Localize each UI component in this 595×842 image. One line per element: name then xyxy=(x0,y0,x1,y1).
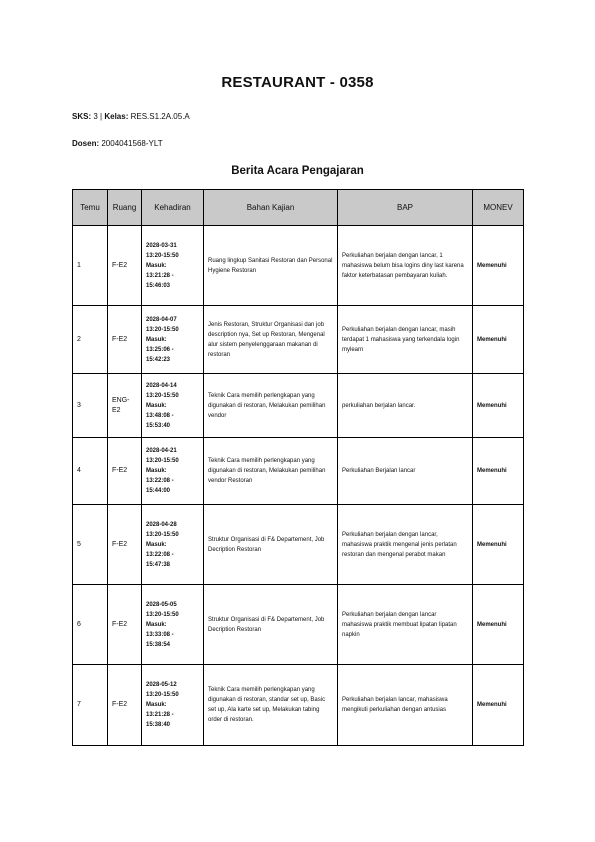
attendance-masuk: 13:21:28 - xyxy=(146,712,174,718)
cell-bahan-kajian: Ruang lingkup Sanitasi Restoran dan Personal Hygiene Restoran xyxy=(204,226,338,306)
attendance-masuk: 13:21:28 - xyxy=(146,272,174,279)
attendance-date: 2028-05-12 xyxy=(146,682,177,688)
lecturer-info xyxy=(72,139,163,148)
teaching-record-table xyxy=(72,189,524,746)
attendance-date: 2028-04-21 xyxy=(146,448,177,454)
cell-bahan-kajian: Teknik Cara memilih perlengkapan yang digunakan di restoran, Melakukan pemilihan vendor Restoran xyxy=(204,438,338,505)
header-kehadiran: Kehadiran xyxy=(142,190,204,226)
attendance-keluar: 15:47:38 xyxy=(146,561,171,568)
attendance-schedule: 13:20-15:50 xyxy=(146,458,179,464)
cell-bap: Perkuliahan berjalan dengan lancar, masih terdapat 1 mahasiswa yang terkendala login mylearn xyxy=(338,306,473,374)
cell-kehadiran xyxy=(142,226,204,306)
cell-bap: Perkuliahan Berjalan lancar xyxy=(338,438,473,505)
cell-temu: 6 xyxy=(73,585,108,665)
header-bahan-kajian: Bahan Kajian xyxy=(204,190,338,226)
attendance-schedule: 13:20-15:50 xyxy=(146,531,179,538)
table-row xyxy=(73,438,524,505)
attendance-schedule: 13:20-15:50 xyxy=(146,392,179,399)
attendance-masuk: 13:22:08 - xyxy=(146,551,174,558)
attendance-masuk-label: Masuk: xyxy=(146,336,167,343)
attendance-schedule: 13:20-15:50 xyxy=(146,692,179,698)
attendance-masuk-label: Masuk: xyxy=(146,702,167,708)
cell-bap: perkuliahan berjalan lancar. xyxy=(338,374,473,438)
attendance-masuk-label: Masuk: xyxy=(146,541,167,548)
dosen-label: Dosen: xyxy=(72,139,100,148)
attendance-date: 2028-04-28 xyxy=(146,521,177,528)
cell-monev: Memenuhi xyxy=(473,374,524,438)
cell-bahan-kajian: Teknik Cara memilih perlengkapan yang digunakan di restoran, Melakukan pemilihan vendor xyxy=(204,374,338,438)
cell-bahan-kajian: Struktur Organisasi di F& Departement, Job Decription Restoran xyxy=(204,585,338,665)
cell-ruang: F-E2 xyxy=(108,585,142,665)
attendance-masuk-label: Masuk: xyxy=(146,402,167,409)
cell-temu: 3 xyxy=(73,374,108,438)
attendance-masuk-label: Masuk: xyxy=(146,621,167,628)
dosen-value: 2004041568-YLT xyxy=(101,139,163,148)
document-title: RESTAURANT - 0358 xyxy=(221,74,374,91)
attendance-date: 2028-04-07 xyxy=(146,316,177,323)
attendance-schedule: 13:20-15:50 xyxy=(146,326,179,333)
cell-ruang: ENG-E2 xyxy=(108,374,142,438)
attendance-masuk: 13:48:08 - xyxy=(146,412,174,419)
section-title: Berita Acara Pengajaran xyxy=(231,165,364,177)
cell-bap: Perkuliahan berjalan dengan lancar mahasiswa praktik membuat lipatan lipatan napkin xyxy=(338,585,473,665)
cell-temu: 1 xyxy=(73,226,108,306)
cell-bap: Perkuliahan berjalan dengan lancar, mahasiswa praktik mengenal jenis perlatan restoran dan mengenal perabot makan xyxy=(338,505,473,585)
course-info xyxy=(72,112,190,121)
attendance-date: 2028-04-14 xyxy=(146,382,177,389)
attendance-masuk: 13:22:08 - xyxy=(146,478,174,484)
table-row xyxy=(73,306,524,374)
attendance-keluar: 15:53:40 xyxy=(146,422,171,429)
attendance-schedule: 13:20-15:50 xyxy=(146,611,179,618)
header-ruang: Ruang xyxy=(108,190,142,226)
header-temu: Temu xyxy=(73,190,108,226)
cell-bap: Perkuliahan berjalan dengan lancar, 1 mahasiswa belum bisa logins diny last karena faktor keterbatasan pembayaran kuliah. xyxy=(338,226,473,306)
table-row xyxy=(73,374,524,438)
header-monev: MONEV xyxy=(473,190,524,226)
cell-monev: Memenuhi xyxy=(473,585,524,665)
cell-bahan-kajian: Teknik Cara memilih perlengkapan yang digunakan di restoran, standar set up, Basic set up, Ala karte set up, Melakukan tabing order di restoran. xyxy=(204,665,338,746)
table-row xyxy=(73,226,524,306)
cell-bap: Perkuliahan berjalan lancar, mahasiswa mengikuti perkuliahan dengan antusias xyxy=(338,665,473,746)
attendance-schedule: 13:20-15:50 xyxy=(146,252,179,259)
attendance-keluar: 15:42:23 xyxy=(146,356,171,363)
attendance-date: 2028-03-31 xyxy=(146,242,177,249)
cell-kehadiran xyxy=(142,665,204,746)
cell-kehadiran xyxy=(142,438,204,505)
cell-bahan-kajian: Jenis Restoran, Struktur Organisasi dan job description nya, Set up Restoran, Mengenal alur sistem penyelenggaraan makanan di restoran xyxy=(204,306,338,374)
attendance-masuk-label: Masuk: xyxy=(146,468,167,474)
table-row xyxy=(73,585,524,665)
cell-monev: Memenuhi xyxy=(473,306,524,374)
attendance-keluar: 15:44:00 xyxy=(146,488,171,494)
table-row xyxy=(73,505,524,585)
attendance-keluar: 15:38:54 xyxy=(146,641,171,648)
cell-ruang: F-E2 xyxy=(108,306,142,374)
cell-monev: Memenuhi xyxy=(473,505,524,585)
cell-kehadiran xyxy=(142,585,204,665)
header-bap: BAP xyxy=(338,190,473,226)
kelas-label: Kelas: xyxy=(104,112,129,121)
sks-label: SKS: xyxy=(72,112,92,121)
attendance-masuk: 13:25:06 - xyxy=(146,346,174,353)
cell-temu: 7 xyxy=(73,665,108,746)
cell-monev: Memenuhi xyxy=(473,438,524,505)
cell-temu: 2 xyxy=(73,306,108,374)
cell-ruang: F-E2 xyxy=(108,226,142,306)
kelas-value: RES.S1.2A.05.A xyxy=(130,112,190,121)
table-header-row xyxy=(73,190,524,226)
separator: | xyxy=(100,112,103,121)
cell-kehadiran xyxy=(142,306,204,374)
attendance-masuk: 13:33:08 - xyxy=(146,631,174,638)
table-row xyxy=(73,665,524,746)
cell-temu: 4 xyxy=(73,438,108,505)
sks-value: 3 xyxy=(93,112,98,121)
attendance-date: 2028-05-05 xyxy=(146,601,177,608)
attendance-masuk-label: Masuk: xyxy=(146,262,167,269)
cell-ruang: F-E2 xyxy=(108,505,142,585)
attendance-keluar: 15:38:40 xyxy=(146,722,171,728)
cell-kehadiran xyxy=(142,374,204,438)
attendance-keluar: 15:46:03 xyxy=(146,282,171,289)
cell-ruang: F-E2 xyxy=(108,665,142,746)
cell-ruang: F-E2 xyxy=(108,438,142,505)
cell-bahan-kajian: Struktur Organisasi di F& Departement, Job Decription Restoran xyxy=(204,505,338,585)
cell-monev: Memenuhi xyxy=(473,665,524,746)
cell-kehadiran xyxy=(142,505,204,585)
cell-monev: Memenuhi xyxy=(473,226,524,306)
cell-temu: 5 xyxy=(73,505,108,585)
